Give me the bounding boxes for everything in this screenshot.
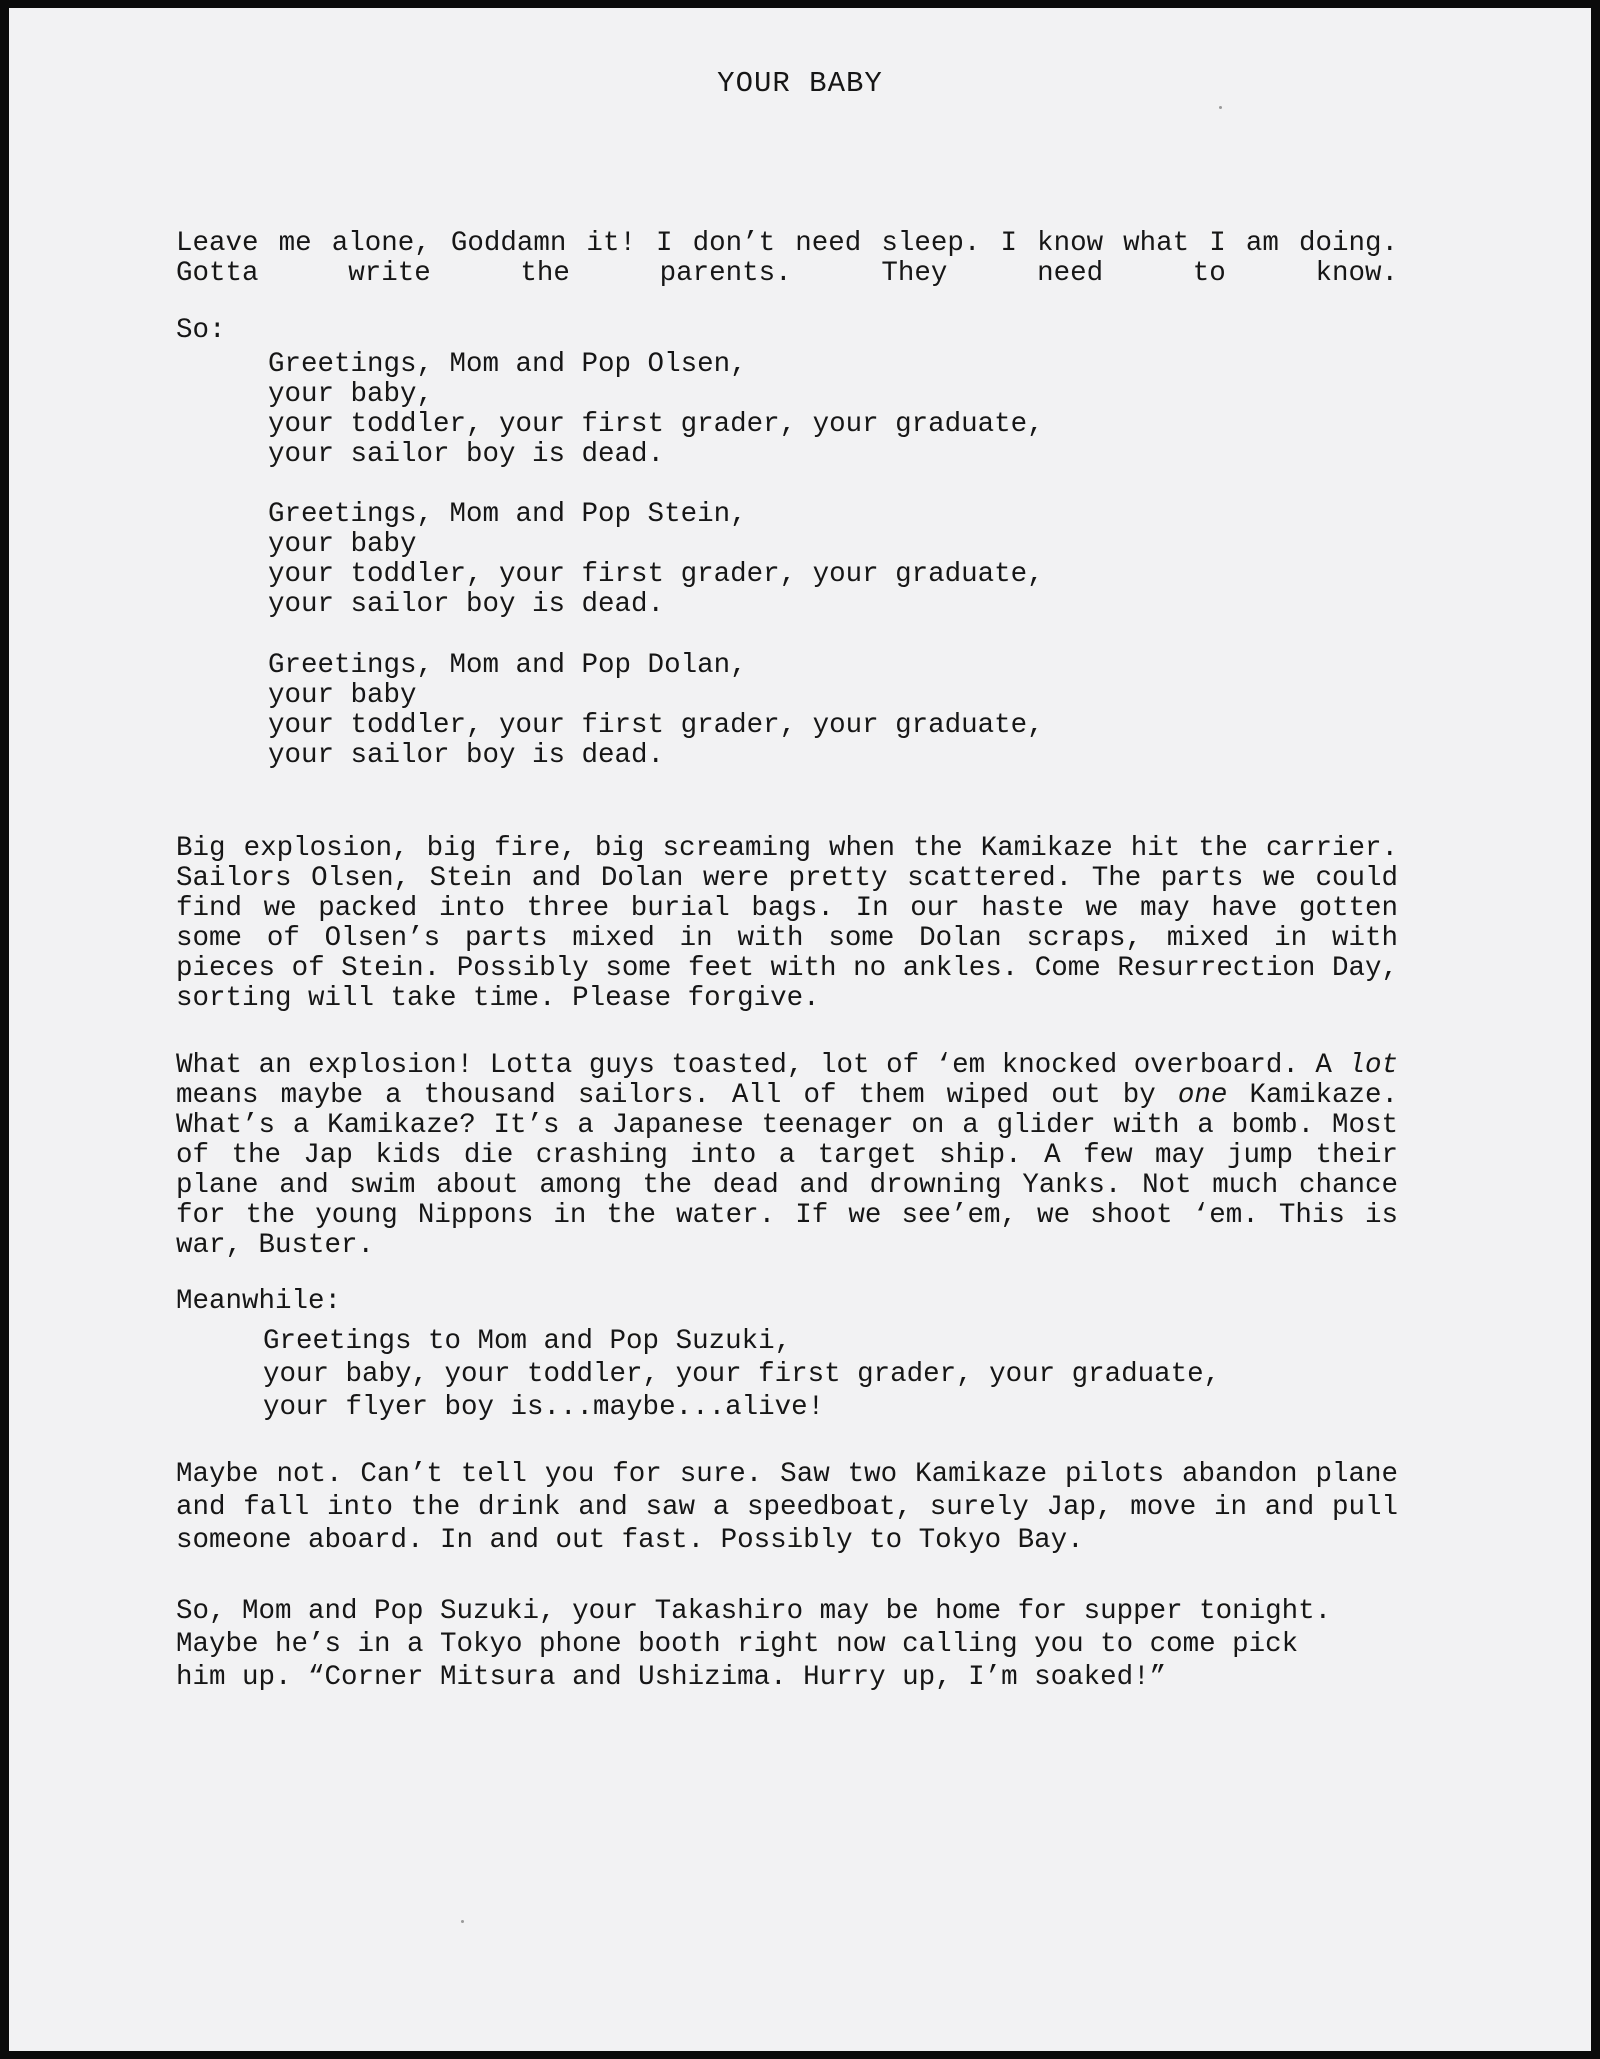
- kamikaze-paragraph: [176, 1051, 1398, 1261]
- document-title: YOUR BABY: [717, 67, 883, 100]
- closing-line: So, Mom and Pop Suzuki, your Takashiro may be home for supper tonight.: [176, 1596, 1332, 1627]
- emphasis-lot: lot: [1348, 1050, 1398, 1081]
- meanwhile-label: Meanwhile:: [176, 1286, 342, 1317]
- stanza-line: your sailor boy is dead.: [268, 589, 665, 620]
- so-label: So:: [176, 315, 226, 346]
- stanza-line: Greetings, Mom and Pop Stein,: [268, 499, 747, 530]
- document-body: [9, 8, 1591, 2051]
- stanza-line: your flyer boy is...maybe...alive!: [263, 1392, 825, 1423]
- stanza-line: Greetings, Mom and Pop Olsen,: [268, 349, 747, 380]
- greeting-stanza-suzuki: [263, 1325, 1220, 1424]
- greeting-stanza-stein: [268, 500, 1044, 620]
- stanza-line: Greetings, Mom and Pop Dolan,: [268, 650, 747, 681]
- closing-paragraph: [176, 1595, 1331, 1694]
- explosion-paragraph: Big explosion, big fire, big screaming when the Kamikaze hit the carrier. Sailors Olsen, Stein and Dolan were pretty scattered. The parts we could find we packed into three burial bags. In our haste we may have gotten some of Olsen’s parts mixed in with some Dolan scraps, mixed in with pieces of Stein. Possibly some feet with no ankles. Come Resurrection Day, sorting will take time. Please forgive.: [176, 833, 1398, 1014]
- closing-line: Maybe he’s in a Tokyo phone booth right now calling you to come pick: [176, 1629, 1299, 1660]
- document-page: [9, 8, 1591, 2051]
- kamikaze-text: What an explosion! Lotta guys toasted, lot of ‘em knocked overboard. A: [176, 1050, 1349, 1081]
- stanza-line: your baby, your toddler, your first grader, your graduate,: [263, 1359, 1221, 1390]
- closing-line: him up. “Corner Mitsura and Ushizima. Hurry up, I’m soaked!”: [176, 1662, 1167, 1693]
- stanza-line: Greetings to Mom and Pop Suzuki,: [263, 1326, 792, 1357]
- emphasis-one: one: [1177, 1080, 1228, 1111]
- stanza-line: your baby,: [268, 379, 434, 410]
- intro-text: Leave me alone, Goddamn it! I don’t need sleep. I know what I am doing. Gotta write the parents. They need to know.: [176, 228, 1398, 289]
- greeting-stanza-dolan: [268, 651, 1044, 771]
- greeting-stanza-olsen: [268, 350, 1044, 470]
- stanza-line: your sailor boy is dead.: [268, 740, 665, 771]
- stanza-line: your toddler, your first grader, your graduate,: [268, 559, 1044, 590]
- intro-paragraph: [176, 229, 1398, 289]
- stanza-line: your toddler, your first grader, your graduate,: [268, 409, 1044, 440]
- stanza-line: your sailor boy is dead.: [268, 439, 665, 470]
- kamikaze-text: Kamikaze. What’s a Kamikaze? It’s a Japanese teenager on a glider with a bomb. Most of the Jap kids die crashing into a target ship. A few may jump their plane and swim about among the dead and drowning Yanks. Not much chance for the young Nippons in the water. If we see’em, we shoot ‘em. This is war, Buster.: [176, 1080, 1398, 1261]
- kamikaze-text: means maybe a thousand sailors. All of them wiped out by: [176, 1080, 1178, 1111]
- stanza-line: your baby: [268, 680, 417, 711]
- stanza-line: your baby: [268, 529, 417, 560]
- maybe-not-paragraph: Maybe not. Can’t tell you for sure. Saw two Kamikaze pilots abandon plane and fall into the drink and saw a speedboat, surely Jap, move in and pull someone aboard. In and out fast. Possibly to Tokyo Bay.: [176, 1459, 1398, 1556]
- stanza-line: your toddler, your first grader, your graduate,: [268, 710, 1044, 741]
